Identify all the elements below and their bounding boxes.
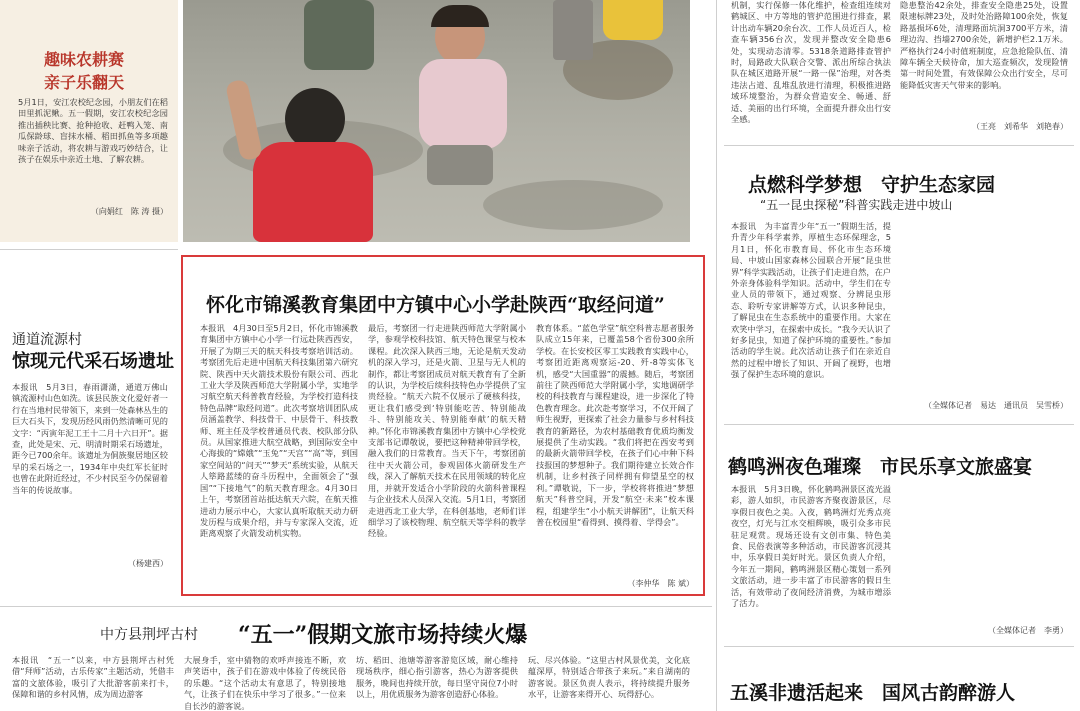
caption-byline: （向娟红 陈 涛 摄）: [90, 207, 168, 216]
child-red-shirt: [223, 80, 363, 242]
bottom-col1: 本报讯 “五一”以来，中方县荆坪古村凭借“拜师”活动，古乐传家”主题活动，凭借丰富的文旅体验，吸引了大批游客前来打卡，保障和谐的乡村风情，成为周边游客: [12, 655, 174, 700]
main-article-byline: （李仲华 陈 斌）: [627, 579, 694, 588]
night-byline: （全媒体记者 李勇）: [988, 626, 1068, 635]
science-body-left: 本报讯 为丰富青少年“五一”假期生活，提升青少年科学素养，厚植生态环保理念，5月1日，怀化市教育局、怀化市生态环境局、中坡山国家森林公园联合开展“昆虫世界”科学实践活动，让孩子们走进自然，在户外亲身体验科学知识。活动中，学生们在专业人员的带领下，通过观察、分辨昆虫形态、聆听专家讲解等方式，认识多种昆虫，了解昆虫在生态系统中的重要作用。大家在欢笑中学习，在探索中成长。“我今天认识了好多昆虫，知道了保护环境的重要性。”参加活动的学生说。此次活动让孩子们在亲近自然的过程中增长了知识、开阔了视野，也增强了保护生态环境的意识。: [731, 221, 891, 380]
caption-body: 5月1日，安江农校纪念园，小朋友们在稻田里抓泥鳅。五一假期，安江农校纪念园推出插秧比赛、抢种抢收、赶鸭入笼、南瓜保龄球、盲抹水桶、稻田抓鱼等多项趣味亲子活动，将农耕与游戏巧妙结合，让孩子在娱乐中亲近土地、了解农耕。: [18, 97, 168, 165]
bottom-col2: 大展身手，室中猜物的欢呼声接连不断，欢声笑语中，孩子们在游戏中体验了传统民俗的乐趣。“这个活动太有意思了，特别接地气，让孩子们在快乐中学习了很多。”一位来自长沙的游客说。: [184, 655, 346, 711]
main-article-col1: 本报讯 4月30日至5月2日，怀化市锦溪教育集团中方镇中心小学一行远赴陕西西安，开展了为期三天的航天科技考察培训活动。考察团先后走进中国航天科技集团第六研究院、陕西中天火箭技术股份有限公司、西北工业大学及陕西师范大学附属小学，实地学习航空航天科普教育经验，为学校打造科技特色品牌“取经问道”。此次考察培训团队成员涵盖教学、科技骨干、中层骨干、科技教师、班主任及学校普通员代表、校队部分队员。从国家推进大航空战略，到国际安全中心海拔的“嫦娥”“玉兔”“天宫”“高”等，到国家空间站的“问天”“梦天”系统实验，从航天人筚路蓝缕的奋斗历程中，全面领会了“强国”“下接地气”的航天教育理念。4月30日上午，考察团首站抵达航天六院，在航天推进动力展示中心，大家认真听取航天动力研发历程与成果介绍，并与专家深入交流，近距离观察了火箭发动机实物。: [200, 323, 358, 539]
night-headline: 鹤鸣洲夜色璀璨 市民乐享文旅盛宴: [728, 456, 1033, 478]
heritage-headline: 五溪非遗活起来 国风古韵醉游人: [730, 682, 1016, 704]
bottom-col3: 坊、稻田、池塘等游客游览区域，耐心维持现场秩序，细心指引游客，热心为游客提供服务，晚间也持续开放，每日坚守岗位7小时以上，用优质服务为游客创造舒心体验。: [356, 655, 518, 700]
right-top-body-left: 机制，实行保修一体化维护，检查组连续对鹤城区、中方等地的管护范围进行排查，累计出动车辆20余台次、工作人员近百人，检查车辆356台次，发现并整改安全隐患6处，实现动态清零。5318条道路排查管护时，局路政大队联合交警、派出所综合执法队在城区道路开展“一路一保”治理，对各类违法占道、乱堆乱放进行清理，积极推进路域环境整治，为群众营造安全、畅通、舒适、美丽的出行环境，全面提升群众出行安全感。: [731, 0, 891, 125]
science-byline: （全媒体记者 易达 通讯员 吴雪桥）: [924, 401, 1068, 410]
news-photo: [183, 0, 690, 242]
section-divider: [0, 249, 178, 250]
science-subtitle: “五一昆虫探秘”科普实践走进中坡山: [760, 198, 953, 212]
story-headline: 惊现元代采石场遗址: [12, 351, 174, 372]
caption-title-line1: 趣味农耕赛: [44, 50, 125, 69]
story-kicker: 通道流源村: [12, 332, 82, 348]
main-article-col2: 最后，考察团一行走进陕西师范大学附属小学，参观学校科技馆、航天特色课堂与校本课程。此次深入陕西三地，无论是航天发动机的深入学习，还是火箭、卫星与无人机的制作，都让考察团成员对航天教育有了全新的认识，为学校后续科技特色办学提供了宝贵经验。“航天六院不仅展示了硬核科技，更让我们感受到‘特别能吃苦、特别能战斗、特别能攻关、特别能奉献’的航天精神。”怀化市锦溪教育集团中方镇中心学校党支部书记谭敬说，要把这种精神带回学校，融入我们的日常教育。当天下午，考察团前往中天火箭公司，参观固体火箭研发生产线，深入了解航天技术在民用领域的转化应用，并就开发适合小学阶段的火箭科普课程与企业技术人员深入交流。5月1日，考察团走进西北工业大学，在科创基地，老师们详细学习了该校物理、航空航天等学科的教学经验。: [368, 323, 526, 539]
boy-background: [298, 0, 378, 90]
night-body-left: 本报讯 5月3日晚，怀化鹤鸣洲景区流光溢彩，游人如织，市民游客齐聚夜游景区，尽享假日夜色之美。入夜，鹤鸣洲灯光秀点亮夜空，灯光与江水交相辉映，吸引众多市民驻足观赏。现场还设有文创市集、特色美食、民俗表演等多种活动，市民游客沉浸其中，乐享假日美好时光。景区负责人介绍，今年五一期间，鹤鸣洲景区精心策划一系列文旅活动，进一步丰富了市民游客的假日生活，有效带动了夜间经济消费，为城市增添了活力。: [731, 484, 891, 609]
bottom-headline: “五一”假期文旅市场持续火爆: [238, 622, 528, 648]
adult-legs: [553, 0, 593, 60]
bottom-col4: 玩、尽兴体验。“这里古村风景优美，文化底蕴深厚，特别适合带孩子来玩。”来自湖南的游客说。景区负责人表示，将持续提升服务水平，让游客来得开心、玩得舒心。: [528, 655, 690, 700]
right-top-byline: （王亮 刘希华 刘艳春）: [972, 122, 1068, 131]
child-pink-shirt: [413, 5, 523, 225]
science-headline: 点燃科学梦想 守护生态家园: [748, 174, 996, 196]
left-top-story: [0, 0, 178, 242]
caption-title-line2: 亲子乐翻天: [44, 73, 125, 92]
section-divider: [724, 424, 1074, 425]
section-divider: [724, 646, 1074, 647]
main-article-headline: 怀化市锦溪教育集团中方镇中心小学赴陕西“取经问道”: [206, 294, 665, 316]
right-top-body-right: 隐患整治42余处，排查安全隐患25处，设置限速标牌23处，及时处治路障100余处，恢复路基损坏6处，清理路面坑洞3700平方米，清理边沟、挡墙2700余处，新增护栏2.1万米。严格执行24小时值班制度，应急抢险队伍、清障车辆全天候待命，加大巡查频次，发现险情第一时间处置，有效保障公众出行安全，尽可能降低灾害天气带来的影响。: [900, 0, 1068, 90]
science-body-right: [900, 221, 1068, 397]
story-body: 本报讯 5月3日，春雨潇潇，通道万佛山镇流源村山色如洗。该县民族文化爱好者一行在当地村民带领下，来到一处森林丛生的巨大石头下，发现历经风雨仍然清晰可见的文字：“丙寅年泥工王十二月十六日开”。据查，此处是宋、元、明清时期采石场遗址，距今已700余年。该遗址为侗族聚居地区较早的采石场之一，1934年中央红军长征时也曾在此附近经过，不少村民至今仍保留着当年的传说故事。: [12, 382, 168, 495]
story-byline: （杨建西）: [128, 559, 168, 568]
column-divider: [716, 0, 717, 711]
bottom-kicker: 中方县荆坪古村: [100, 627, 198, 643]
child-yellow-shirt: [603, 0, 663, 40]
section-divider: [724, 145, 1074, 146]
main-article-col3: 教育体系。“蓝色学堂”航空科普志愿者服务队成立15年来，已覆盖58个省份300余所学校。在长安校区零工实践教育实践中心，考察团近距离观察运-20、歼-8等实体飞机，感受“大国重器”的震撼。随后，考察团前往了陕西师范大学附属小学，实地调研学校的科技教育与课程建设，进一步深化了特色教育理念。此次赴考察学习，不仅开阔了师生视野，更探索了社会力量参与乡村科技教育的新路径，为农村基础教育优质均衡发展提供了生动实践。“我们将把在西安考到的最新火箭带回学校，在孩子们心中种下科技报国的梦想种子。我们期待建立长效合作机制，让乡村孩子同样拥有仰望星空的权利。”谭敬说，下一步，学校将将推进“梦想航天”科普空间，开发“航空·未来”校本课程，组建学生“小小航天讲解团”，让航天科普在校园里“看得到、摸得着、学得会”。: [536, 323, 694, 527]
night-body-right: [900, 484, 1068, 624]
left-mid-story: [0, 325, 178, 575]
section-divider: [0, 606, 712, 607]
